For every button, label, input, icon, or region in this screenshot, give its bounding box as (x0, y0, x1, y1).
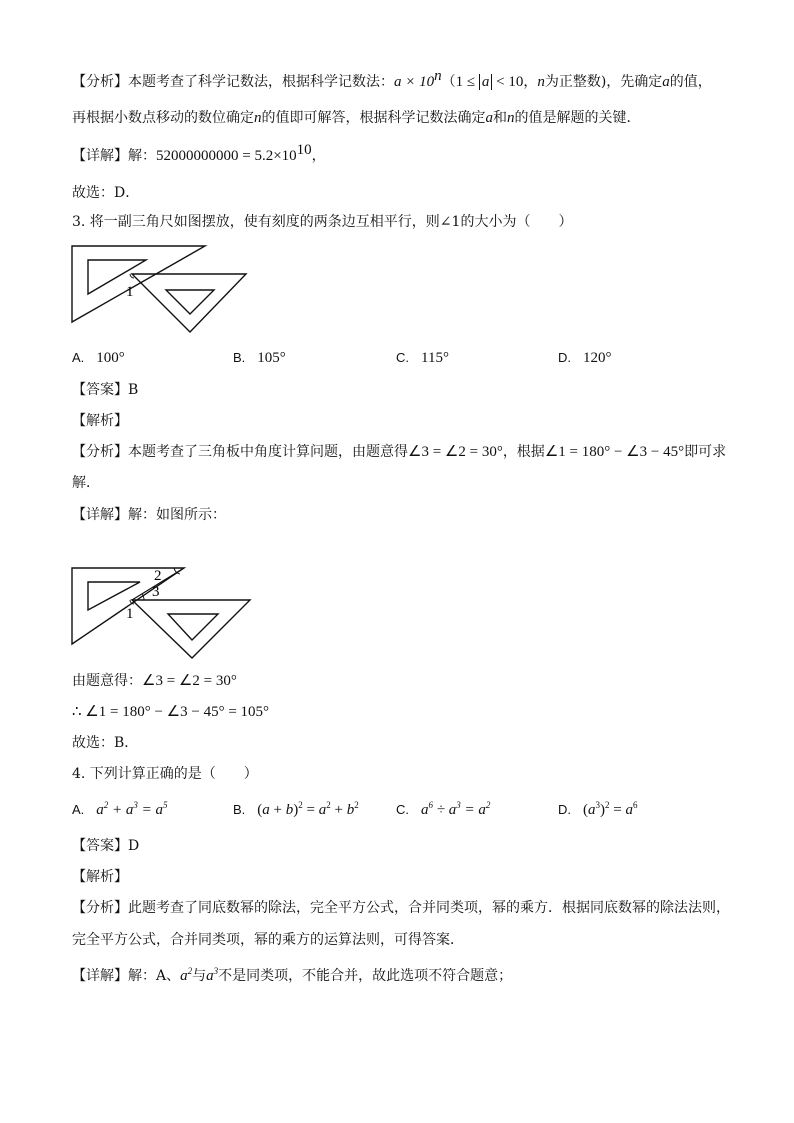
text: 即可求 (684, 444, 727, 460)
cond-1: 1 ≤ (455, 74, 479, 90)
cond-tail2: 的值， (669, 74, 712, 90)
analysis-text: 【分析】本题考查了科学记数法，根据科学记数法： (72, 74, 394, 90)
math: ∠3 = ∠2 = 30° (142, 673, 237, 689)
q4-analysis-line-2: 完全平方公式，合并同类项，幂的乘方的运算法则，可得答案． (72, 932, 464, 948)
sep: ， (523, 74, 538, 90)
detail-exp: 10 (296, 142, 312, 158)
cond-a2: a (662, 74, 670, 90)
q3-jiexi: 【解析】 (72, 413, 128, 429)
q4-option-b[interactable]: B. $(a + b)^2 = a^2 + b^2$ (233, 800, 359, 818)
text: 和 (493, 110, 507, 126)
q3-option-d[interactable]: D. 120° (558, 350, 612, 366)
q3-option-a[interactable]: A. 100° (72, 350, 125, 366)
cond-a: a (479, 74, 493, 90)
text: ，根据 (502, 444, 545, 460)
math: ∠3 = ∠2 = 30° (408, 444, 503, 460)
var-n: n (507, 110, 515, 126)
q3-analysis-line-2: 解． (72, 475, 100, 491)
choice-line: 故选：D． (72, 185, 140, 201)
q4-detail: 【详解】解：A、$a^2$与$a^3$不是同类项，不能合并，故此选项不符合题意； (72, 966, 513, 984)
text: 由题意得： (72, 673, 142, 689)
q3-option-b[interactable]: B. 105° (233, 350, 286, 366)
figure-label-3: 3 (152, 584, 160, 600)
q3-step-1 (72, 671, 237, 691)
q3-option-c[interactable]: C. 115° (396, 350, 449, 366)
q4-analysis-line-1: 【分析】此题考查了同底数幂的除法，完全平方公式，合并同类项，幂的乘方．根据同底数幂的除法法则， (72, 900, 730, 916)
text: 不是同类项，不能合并，故此选项不符合题意； (218, 968, 513, 984)
sci-form: a × 10 (394, 74, 435, 90)
detail-tail: ， (311, 148, 326, 164)
q4-jiexi: 【解析】 (72, 869, 128, 885)
figure-label-1: 1 (126, 284, 134, 300)
text: 的值是解题的关键． (514, 110, 641, 126)
q3-choice: 故选：B． (72, 735, 139, 751)
figure-label-2: 2 (154, 568, 162, 584)
text: 与 (192, 968, 207, 984)
text: 的值即可解答，根据科学记数法确定 (261, 110, 486, 126)
q3-answer: 【答案】B (72, 382, 139, 398)
figure-label-1: 1 (126, 606, 134, 622)
detail-prefix: 【详解】解： (72, 148, 156, 164)
q4-answer: 【答案】D (72, 838, 140, 854)
cond-2: < 10 (492, 74, 524, 90)
text: 【详解】解：A、 (72, 968, 181, 984)
math: ∠1 = 180° − ∠3 − 45° (544, 444, 685, 460)
question-3-stem: 3. 将一副三角尺如图摆放，使有刻度的两条边互相平行，则∠1的大小为（ ） (72, 214, 573, 230)
q3-step-2: ∴ ∠1 = 180° − ∠3 − 45° = 105° (72, 704, 270, 720)
var-n: n (254, 110, 262, 126)
q4-option-a[interactable]: A. $a^2 + a^3 = a^5$ (72, 800, 168, 818)
question-4-stem: 4. 下列计算正确的是（ ） (72, 766, 258, 782)
cond-tail: 为正整数)，先确定 (544, 74, 663, 90)
sci-exp: n (434, 68, 442, 84)
analysis-line-1 (72, 68, 712, 92)
triangle-figure-1 (70, 242, 250, 338)
detail-math: 52000000000 = 5.2×10 (156, 148, 297, 164)
var-a: a (485, 110, 493, 126)
text: 再根据小数点移动的数位确定 (72, 110, 254, 126)
analysis-line-2 (72, 108, 641, 128)
q3-detail: 【详解】解：如图所示： (72, 507, 226, 523)
paren: （ (441, 74, 456, 90)
q4-option-c[interactable]: C. $a^6 \div a^3 = a^2$ (396, 800, 491, 818)
text: 【分析】本题考查了三角板中角度计算问题，由题意得 (72, 444, 408, 460)
triangle-figure-2 (70, 564, 256, 664)
q4-option-d[interactable]: D. $(a^3)^2 = a^6$ (558, 800, 638, 818)
cond-n: n (537, 74, 545, 90)
q3-analysis-line-1 (72, 442, 726, 462)
detail-line (72, 142, 326, 166)
